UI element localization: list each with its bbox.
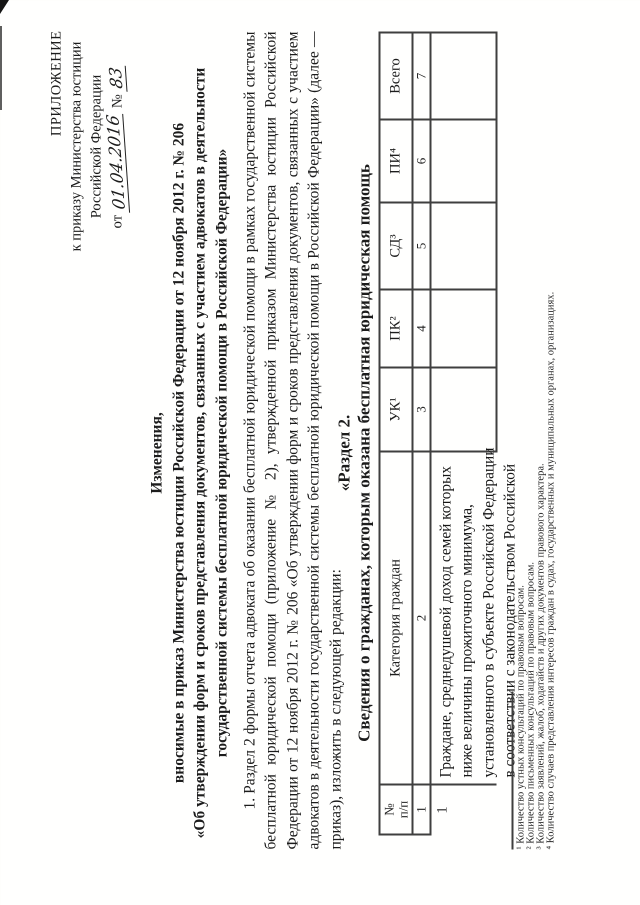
numbering-cell: 6: [412, 119, 430, 202]
header-cell-uk: УК¹: [379, 367, 412, 451]
value-cell-pi: [430, 119, 496, 202]
header-cell-npp: [379, 784, 412, 834]
value-cell-uk: [430, 367, 496, 451]
section-heading-number: «Раздел 2.: [334, 414, 353, 491]
section-heading: [334, 28, 374, 877]
paragraph-line: приказ), изложить в следующей редакции:: [326, 568, 344, 849]
scan-corner-artifact: [0, 0, 9, 14]
appendix-title: ПРИЛОЖЕНИЕ: [48, 30, 64, 136]
value-cell-sd: [430, 202, 496, 289]
value-cell-pk: [430, 289, 496, 367]
category-line: в соответствии с законодательством Российской: [500, 463, 518, 777]
row-number-cell: 1: [430, 784, 496, 834]
header-cell-pi: ПИ⁴: [379, 119, 412, 202]
footnote: ² Количество письменных консультаций по правовым вопросам.: [524, 561, 536, 849]
category-line: установленного в субъекте Российской Федерации: [479, 447, 497, 777]
npp-bottom: п/п: [394, 800, 410, 818]
numbering-cell: 4: [412, 289, 430, 367]
column-numbering-row: [412, 32, 430, 834]
numbering-cell: 7: [412, 32, 430, 119]
category-cell-text: [435, 447, 520, 777]
numbering-cell: 3: [412, 367, 430, 451]
section-heading-text: Сведения о гражданах, которым оказана бесплатная юридическая помощь: [354, 163, 373, 742]
table-header-row: [379, 32, 412, 834]
paragraph-line: 1. Раздел 2 формы отчета адвоката об оказании бесплатной юридической помощи в рамках государственной системы: [241, 31, 258, 809]
report-table: [378, 31, 518, 835]
from-label: от: [109, 214, 125, 228]
footnote: ³ Количество заявлений, жалоб, ходатайств и других документов правового характера.: [534, 462, 546, 849]
appendix-block: [46, 30, 127, 262]
category-line: ниже величины прожиточного минимума,: [458, 503, 476, 777]
category-line: Граждане, среднедушевой доход семей которых: [437, 465, 454, 777]
title-line: «Об утверждении форм и сроков представления документов, связанных с участием адвокатов в деятельности: [191, 67, 208, 838]
handwritten-date: 01.04.2016: [103, 110, 129, 212]
footnotes-block: [516, 189, 556, 849]
header-cell-total: Всего: [379, 32, 412, 119]
table-row: [430, 32, 496, 834]
paragraph-line: Федерации от 12 ноября 2012 г. № 206 «Об утверждении форм и сроков представления документов, связанных с участием: [283, 31, 301, 849]
footnote: ¹ Количество устных консультаций по правовым вопросам.: [515, 584, 526, 849]
npp-top: №: [380, 802, 396, 816]
title-line: Изменения,: [148, 411, 165, 494]
appendix-line-order: к приказу Министерства юстиции: [68, 41, 84, 251]
handwritten-number: 83: [106, 63, 127, 92]
title-line: вносимые в приказ Министерства юстиции Российской Федерации от 12 ноября 2012 г. № 206: [169, 122, 187, 783]
appendix-line-rf: Российской Федерации: [88, 74, 104, 218]
header-cell-category: Категория граждан: [379, 451, 412, 784]
appendix-date-line: [102, 30, 129, 262]
value-cell-total: [430, 32, 496, 119]
footnote-separator: [511, 691, 513, 849]
numbering-cell: 2: [412, 451, 430, 784]
footnote: ⁴ Количество случаев представления интересов граждан в судах, государственных и муниципальных органах, организациях.: [544, 291, 556, 849]
paragraph-line: адвокатов в деятельности государственной системы бесплатной юридической помощи в Российской Федерации» (далее —: [305, 31, 323, 849]
title-line: государственной системы бесплатной юридической помощи в Российской Федерации»: [212, 148, 230, 757]
body-paragraph: [239, 31, 346, 849]
amendments-title: [146, 28, 232, 877]
category-cell: [430, 447, 518, 784]
numbering-cell: 1: [412, 784, 430, 834]
header-cell-pk: ПК²: [379, 289, 412, 367]
number-sign: №: [109, 93, 125, 108]
numbering-cell: 5: [412, 202, 430, 289]
header-cell-sd: СД³: [379, 202, 412, 289]
paragraph-line: бесплатной юридической помощи (приложение № 2), утвержденной приказом Министерства юстиции Российской: [262, 31, 280, 849]
scan-edge-artifact: [0, 26, 2, 110]
